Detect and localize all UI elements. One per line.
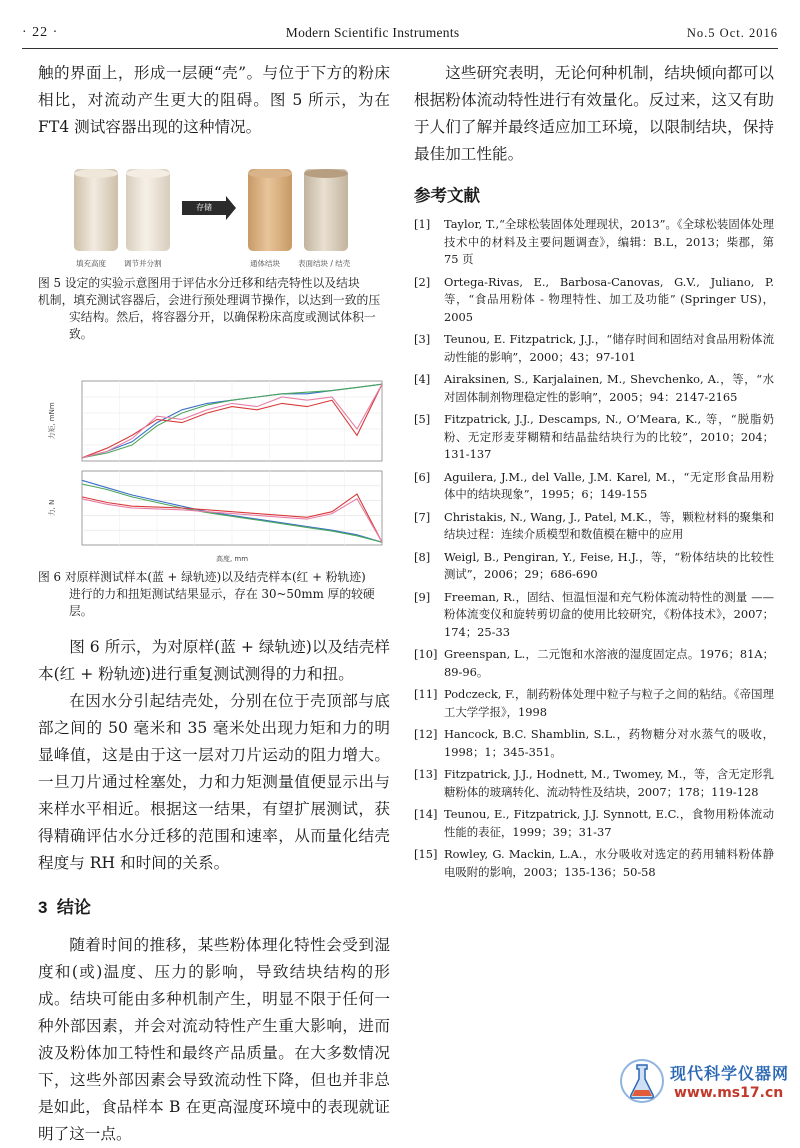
reference-item (414, 411, 774, 464)
reference-text: Podczeck, F.，制药粉体处理中粒子与粒子之间的粘结。《帝国理工大学学报》，1998 (444, 687, 774, 719)
reference-item (414, 686, 774, 721)
cylinder-crusted (304, 169, 348, 251)
cylinder-conditioned (126, 169, 170, 251)
fig5-label: 填充高度 (76, 259, 106, 268)
figure-5-caption (38, 275, 390, 343)
section-heading (38, 893, 390, 918)
reference-item (414, 469, 774, 504)
site-watermark (618, 1051, 788, 1111)
paragraph: 这些研究表明，无论何种机制，结块倾向都可以根据粉体流动特性进行有效量化。反过来，这又有助于人们了解并最终适应加工环境，以限制结块，保持最佳加工性能。 (414, 64, 774, 163)
reference-number: [6] (414, 469, 431, 484)
storage-arrow: 存储 (182, 201, 226, 215)
figure-6-chart (38, 375, 390, 565)
reference-number: [15] (414, 847, 438, 861)
reference-text: Fitzpatrick, J.J., Descamps, N., O’Meara, K., 等，“脱脂奶粉、无定形麦芽糊精和结晶盐结块行为的比较”，2010；204；131-137 (444, 412, 774, 461)
reference-number: [5] (414, 412, 431, 426)
reference-number: [14] (414, 807, 438, 821)
fig5-label: 通体结块 (250, 259, 280, 268)
header-rule (22, 48, 778, 49)
issue-info: No.5 Oct. 2016 (686, 25, 778, 40)
reference-text: Taylor, T.,“全球松装固体处理现状，2013”。《全球松装固体处理技术中的材料及主要问题调查》，编辑：B.L，2013；柴郡，第 75 页 (444, 217, 774, 266)
reference-number: [4] (414, 372, 431, 386)
cylinder-caked (248, 169, 292, 251)
fig5-label: 表面结块 / 结壳 (298, 259, 351, 268)
caption-line: 机制，填充测试容器后，会进行预处理调节操作，以达到一致的压 (38, 293, 381, 307)
reference-number: [11] (414, 687, 438, 701)
reference-text: Weigl, B., Pengiran, Y., Feise, H.J.，等，“粉体结块的比较性测试”，2006；29；686-690 (444, 549, 774, 581)
page-header (22, 22, 778, 44)
section-number: 3 (38, 898, 48, 917)
reference-list (414, 216, 774, 881)
reference-item (414, 806, 774, 841)
reference-text: Teunou, E., Fitzpatrick, J.J. Synnott, E.C.，食物用粉体流动性能的表征，1999；39；31-37 (444, 807, 774, 839)
figure-5 (64, 161, 364, 269)
right-column (414, 60, 774, 886)
reference-number: [10] (414, 647, 438, 661)
caption-head: 图 5 (38, 276, 62, 290)
cylinder-fill-height (74, 169, 118, 251)
reference-number: [9] (414, 589, 431, 604)
reference-number: [8] (414, 549, 431, 564)
reference-item (414, 371, 774, 406)
section-title: 结论 (56, 898, 91, 917)
reference-item (414, 509, 774, 544)
references-heading: 参考文献 (414, 187, 480, 205)
reference-number: [2] (414, 274, 431, 289)
reference-item (414, 726, 774, 761)
fig5-label: 调节并分割 (124, 259, 162, 268)
reference-item (414, 846, 774, 881)
reference-text: Rowley, G. Mackin, L.A.，水分吸收对选定的药用辅料粉体静电吸附的影响，2003；135-136；50-58 (444, 847, 774, 879)
watermark-title: 现代科学仪器网 (670, 1064, 790, 1083)
reference-text: Aguilera, J.M., del Valle, J.M. Karel, M.，“无定形食品用粉体中的结块现象”，1995；6；149-155 (444, 469, 774, 501)
reference-item (414, 646, 774, 681)
reference-number: [13] (414, 767, 438, 781)
figure-6-caption (38, 569, 390, 620)
x-axis-label: 高度, mm (215, 555, 249, 563)
reference-text: Greenspan, L.，二元饱和水溶液的湿度固定点。1976；81A；89-96。 (444, 647, 774, 679)
reference-number: [12] (414, 727, 438, 741)
reference-text: Freeman, R.，固结、恒温恒湿和充气粉体流动特性的测量 —— 粉体流变仪和旋转剪切盒的使用比较研究，《粉体技术》，2007；174；25-33 (444, 589, 774, 639)
reference-item (414, 216, 774, 269)
left-column (38, 60, 390, 1148)
reference-text: Fitzpatrick, J.J., Hodnett, M., Twomey, M.，等，含无定形乳糖粉体的玻璃转化、流动特性及结块，2007；178；119-128 (444, 767, 774, 799)
watermark-url: www.ms17.cn (674, 1085, 784, 1101)
caption-head: 图 6 (38, 570, 62, 584)
caption-line: 实结构。然后，将容器分开，以确保粉床高度或测试体积一致。 (69, 310, 376, 341)
paragraph: 在因水分引起结壳处，分别在位于壳顶部与底部之间的 50 毫米和 35 毫米处出现力矩和力的明显峰值，这是由于这一层对刀片运动的阻力增大。一旦刀片通过栓塞处，力和力矩测量值便显示出与来样水平相近。根据这一结果，有望扩展测试，获得精确评估水分迁移的范围和速率，从而量化结壳程度与 RH 和时间的关系。 (38, 692, 390, 872)
reference-item (414, 589, 774, 642)
paragraph: 随着时间的推移，某些粉体理化特性会受到湿度和(或)温度、压力的影响，导致结块结构的形成。结块可能由多种机制产生，明显不限于任何一种外部因素，并会对流动特性产生重大影响，进而波及粉体加工特性和最终产品质量。在大多数情况下，这些外部因素会导致流动性下降，但也并非总是如此，食品样本 B 在更高湿度环境中的表现就证明了这一点。 (38, 936, 390, 1143)
flask-logo-icon (618, 1057, 666, 1105)
reference-number: [7] (414, 509, 431, 524)
paragraph-continuation: 触的界面上，形成一层硬“壳”。与位于下方的粉床相比，对流动产生更大的阻碍。图 5 所示，为在 FT4 测试容器出现的这种情况。 (38, 64, 390, 136)
reference-number: [1] (414, 217, 431, 231)
paragraph: 图 6 所示，为对原样(蓝 + 绿轨迹)以及结壳样本(红 + 粉轨迹)进行重复测试测得的力和扭。 (38, 638, 390, 683)
force-torque-chart (38, 375, 390, 565)
caption-line: 设定的实验示意图用于评估水分迁移和结壳特性以及结块 (64, 276, 360, 290)
reference-item (414, 549, 774, 584)
reference-text: Ortega-Rivas, E., Barbosa-Canovas, G.V., Juliano, P. 等，“食品用粉体 - 物理特性、加工及功能” (Springer US)，2005 (444, 274, 774, 324)
reference-text: Christakis, N., Wang, J., Patel, M.K.，等，颗粒材料的聚集和结块过程：连续介质模型和数值模在糖中的应用 (444, 509, 774, 541)
reference-item (414, 766, 774, 801)
y-axis-label: 力矩, mNm (48, 402, 56, 440)
page-number: · 22 · (22, 25, 59, 40)
journal-title: Modern Scientific Instruments (285, 25, 460, 40)
y-axis-label: 力, N (48, 499, 56, 517)
caption-line: 对原样测试样本(蓝 + 绿轨迹)以及结壳样本(红 + 粉轨迹) (64, 570, 366, 584)
reference-item (414, 331, 774, 366)
reference-text: Teunou, E. Fitzpatrick, J.J.，“储存时间和固结对食品用粉体流动性能的影响”，2000；43；97-101 (444, 332, 774, 364)
reference-text: Airaksinen, S., Karjalainen, M., Shevchenko, A.，等，“水对固体制剂物理稳定性的影响”，2005；94：2147-2165 (444, 372, 774, 404)
reference-number: [3] (414, 332, 431, 346)
reference-item (414, 274, 774, 327)
reference-text: Hancock, B.C. Shamblin, S.L.，药物糖分对水蒸气的吸收，1998；1；345-351。 (444, 727, 774, 759)
caption-line: 进行的力和扭矩测试结果显示，存在 30~50mm 厚的较硬层。 (69, 587, 375, 618)
